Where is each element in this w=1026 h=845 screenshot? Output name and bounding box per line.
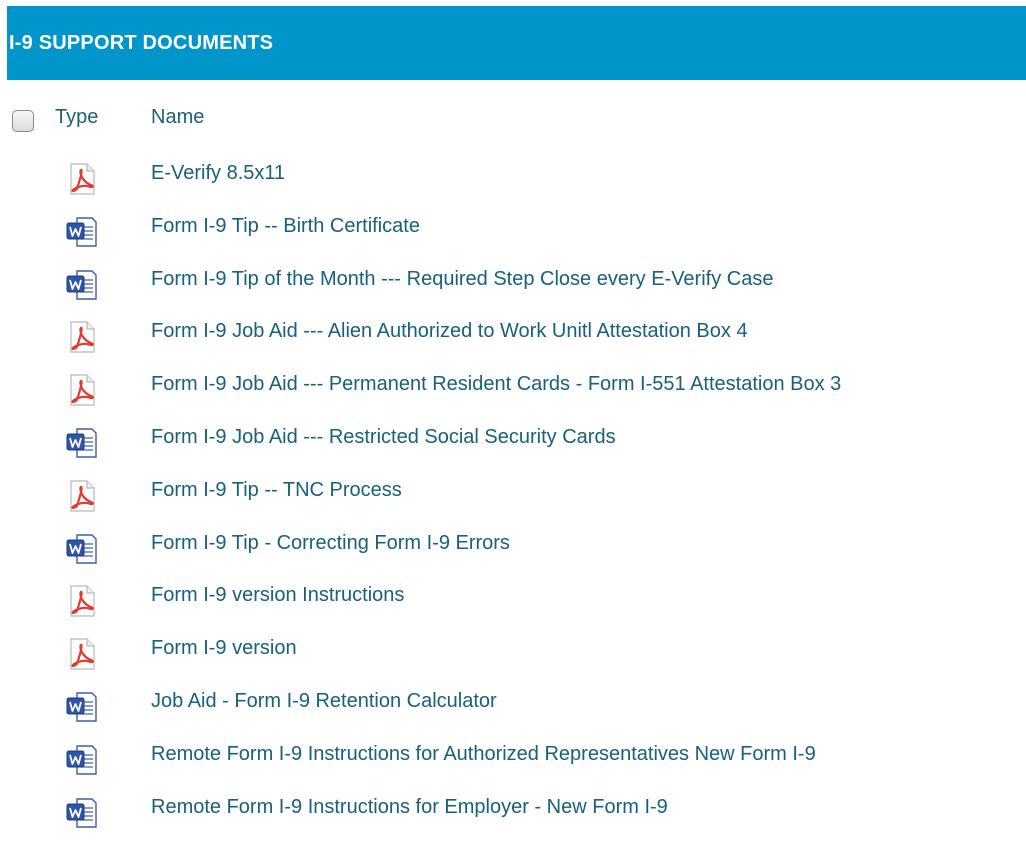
word-doc-icon[interactable]: [65, 743, 99, 777]
document-row[interactable]: [0, 572, 1026, 625]
document-row[interactable]: [0, 520, 1026, 573]
word-doc-icon[interactable]: [65, 426, 99, 460]
document-link[interactable]: Remote Form I-9 Instructions for Employer - New Form I-9: [151, 795, 668, 818]
document-row[interactable]: [0, 625, 1026, 678]
document-row[interactable]: [0, 361, 1026, 414]
document-link[interactable]: Form I-9 Job Aid --- Alien Authorized to Work Unitl Attestation Box 4: [151, 320, 748, 343]
word-doc-icon[interactable]: [65, 690, 99, 724]
panel-header: [7, 6, 1026, 80]
document-list: [0, 150, 1026, 836]
pdf-icon[interactable]: [65, 162, 99, 196]
column-header-name[interactable]: Name: [151, 106, 205, 128]
document-link[interactable]: Form I-9 Tip -- TNC Process: [151, 478, 402, 501]
document-link[interactable]: Form I-9 Tip of the Month --- Required Step Close every E-Verify Case: [151, 267, 774, 290]
document-row[interactable]: [0, 784, 1026, 837]
word-doc-icon[interactable]: [65, 796, 99, 830]
document-link[interactable]: Job Aid - Form I-9 Retention Calculator: [151, 689, 497, 712]
panel-title: I-9 SUPPORT DOCUMENTS: [9, 31, 274, 54]
document-link[interactable]: Form I-9 Tip -- Birth Certificate: [151, 214, 420, 237]
document-link[interactable]: Form I-9 Tip - Correcting Form I-9 Errors: [151, 531, 510, 554]
document-link[interactable]: Form I-9 Job Aid --- Restricted Social Security Cards: [151, 425, 616, 448]
word-doc-icon[interactable]: [65, 532, 99, 566]
document-row[interactable]: [0, 308, 1026, 361]
document-link[interactable]: Form I-9 version Instructions: [151, 584, 405, 607]
pdf-icon[interactable]: [65, 479, 99, 513]
document-row[interactable]: [0, 467, 1026, 520]
document-row[interactable]: [0, 203, 1026, 256]
pdf-icon[interactable]: [65, 320, 99, 354]
column-header-row: [0, 103, 1026, 133]
pdf-icon[interactable]: [65, 637, 99, 671]
document-row[interactable]: [0, 150, 1026, 203]
document-row[interactable]: [0, 731, 1026, 784]
column-header-type[interactable]: Type: [55, 106, 99, 128]
document-row[interactable]: [0, 678, 1026, 731]
document-link[interactable]: E-Verify 8.5x11: [151, 162, 286, 184]
word-doc-icon[interactable]: [65, 268, 99, 302]
document-row[interactable]: [0, 256, 1026, 309]
document-link[interactable]: Remote Form I-9 Instructions for Authorized Representatives New Form I-9: [151, 742, 816, 765]
pdf-icon[interactable]: [65, 373, 99, 407]
select-all-checkbox[interactable]: [12, 110, 34, 132]
pdf-icon[interactable]: [65, 584, 99, 618]
document-row[interactable]: [0, 414, 1026, 467]
document-link[interactable]: Form I-9 version: [151, 637, 297, 660]
word-doc-icon[interactable]: [65, 215, 99, 249]
document-link[interactable]: Form I-9 Job Aid --- Permanent Resident Cards - Form I-551 Attestation Box 3: [151, 373, 842, 396]
